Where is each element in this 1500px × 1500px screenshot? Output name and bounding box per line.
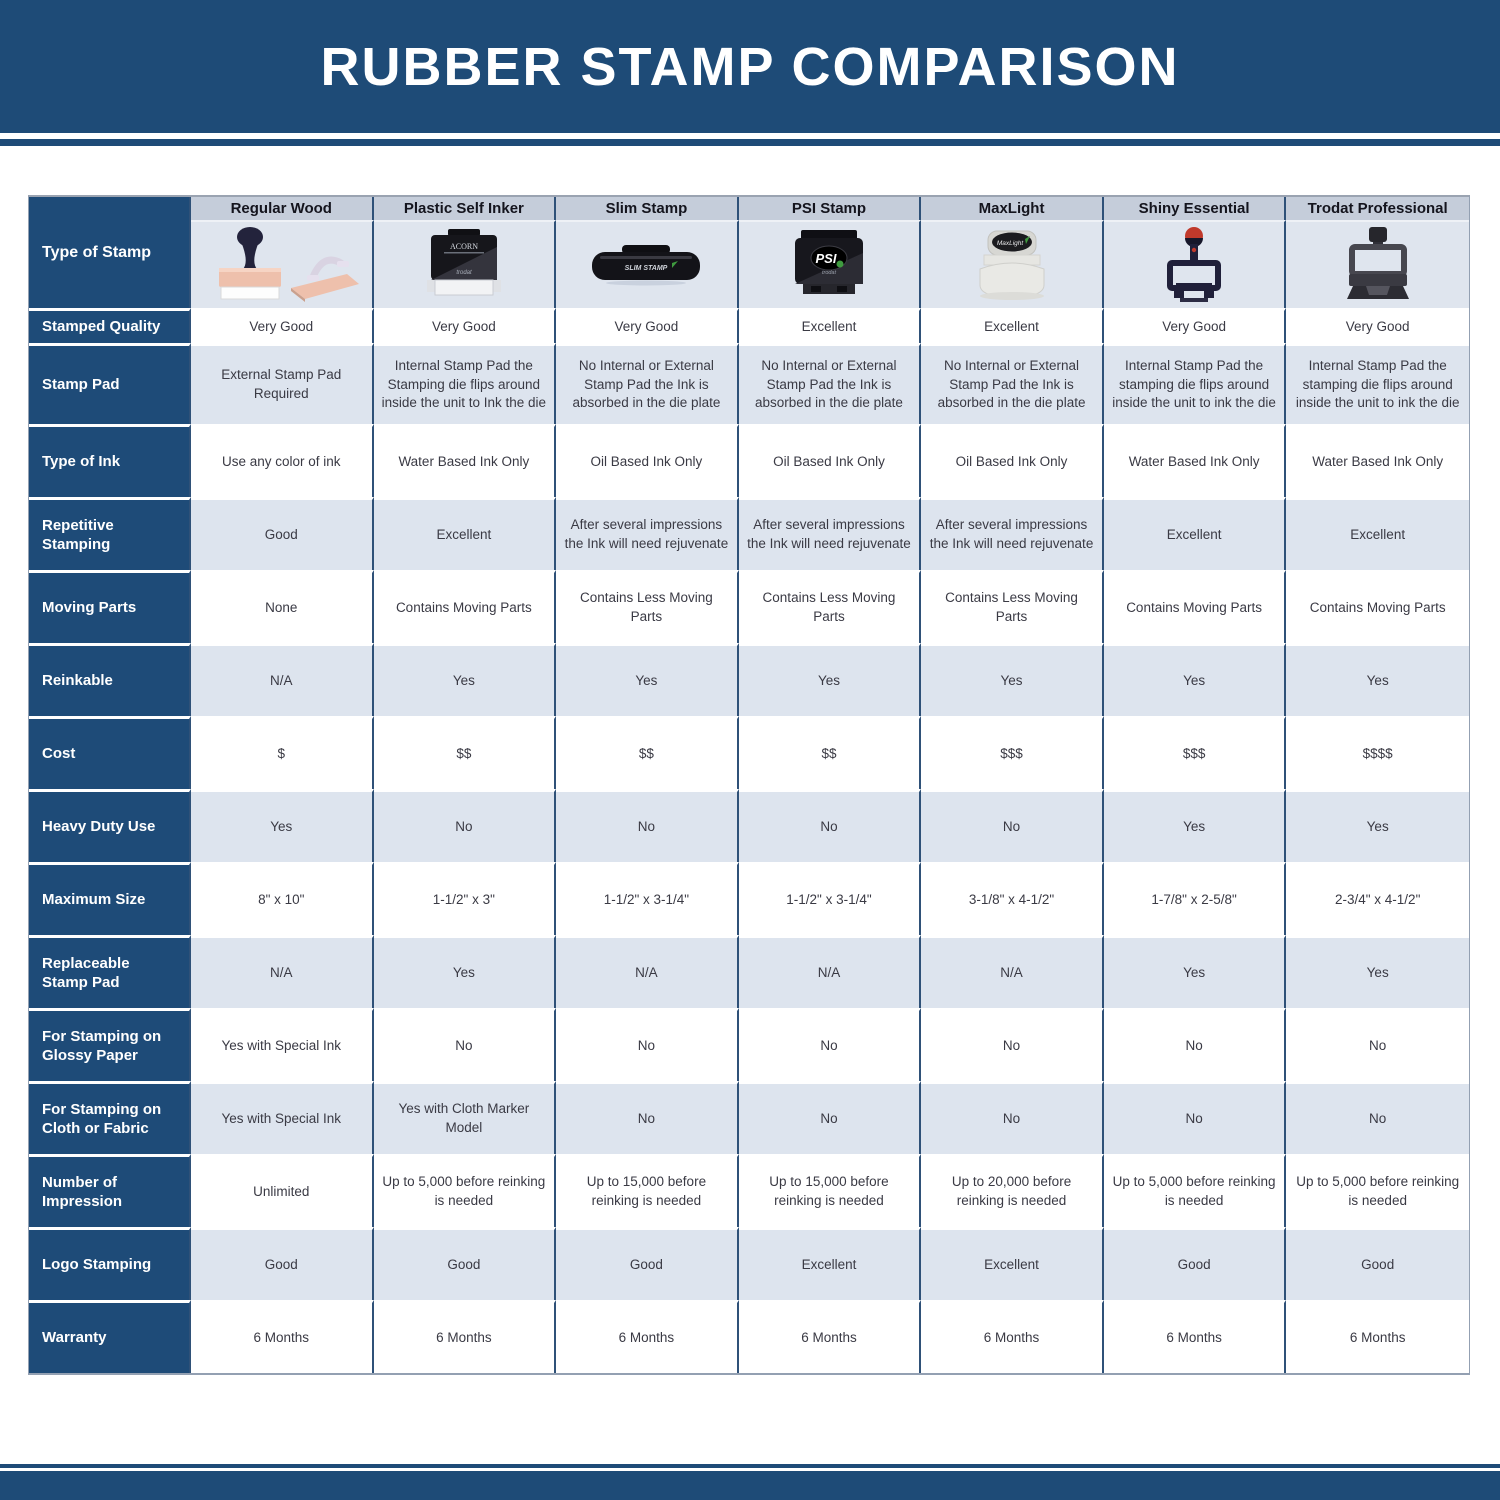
table-cell: $$$ bbox=[921, 716, 1104, 789]
trodat-professional-stamp-icon bbox=[1292, 225, 1464, 305]
table-cell: Very Good bbox=[1104, 308, 1287, 343]
svg-text:trodat: trodat bbox=[456, 270, 472, 276]
table-row bbox=[29, 935, 1469, 1008]
table-cell: No bbox=[739, 789, 922, 862]
comparison-table-container bbox=[28, 195, 1470, 1375]
table-cell: No bbox=[921, 1081, 1104, 1154]
table-cell: Up to 5,000 before reinking is needed bbox=[1104, 1154, 1287, 1227]
table-cell: No Internal or External Stamp Pad the Ink is absorbed in the die plate bbox=[556, 343, 739, 424]
maxlight-stamp-icon bbox=[926, 225, 1098, 305]
table-cell: Up to 15,000 before reinking is needed bbox=[739, 1154, 922, 1227]
maxlight-stamp-image bbox=[921, 220, 1104, 308]
table-cell: Yes bbox=[739, 643, 922, 716]
table-cell: Very Good bbox=[556, 308, 739, 343]
table-cell: $$$ bbox=[1104, 716, 1287, 789]
table-row bbox=[29, 1227, 1469, 1300]
table-cell: Excellent bbox=[921, 1227, 1104, 1300]
table-row bbox=[29, 497, 1469, 570]
page-footer bbox=[0, 1464, 1500, 1500]
table-cell: N/A bbox=[191, 643, 374, 716]
table-cell: Yes bbox=[921, 643, 1104, 716]
table-cell: Contains Moving Parts bbox=[374, 570, 557, 643]
table-cell: 3-1/8" x 4-1/2" bbox=[921, 862, 1104, 935]
svg-text:trodat: trodat bbox=[821, 270, 837, 276]
table-cell: No bbox=[556, 1081, 739, 1154]
table-cell: Contains Less Moving Parts bbox=[556, 570, 739, 643]
page-header bbox=[0, 0, 1500, 133]
table-cell: No bbox=[374, 1008, 557, 1081]
comparison-table bbox=[29, 197, 1469, 1373]
plastic-self-inker-stamp-image bbox=[374, 220, 557, 308]
table-cell: After several impressions the Ink will need rejuvenate bbox=[556, 497, 739, 570]
table-cell: Excellent bbox=[921, 308, 1104, 343]
table-cell: $$ bbox=[374, 716, 557, 789]
table-cell: 6 Months bbox=[556, 1300, 739, 1373]
table-cell: Yes bbox=[1104, 789, 1287, 862]
table-cell: No bbox=[1104, 1008, 1287, 1081]
row-label: Maximum Size bbox=[29, 862, 191, 935]
row-label: For Stamping on Glossy Paper bbox=[29, 1008, 191, 1081]
table-cell: Yes bbox=[556, 643, 739, 716]
row-label: Type of Ink bbox=[29, 424, 191, 497]
table-cell: No Internal or External Stamp Pad the Ink is absorbed in the die plate bbox=[739, 343, 922, 424]
table-row bbox=[29, 424, 1469, 497]
table-cell: Oil Based Ink Only bbox=[921, 424, 1104, 497]
table-cell: 6 Months bbox=[739, 1300, 922, 1373]
column-header-trodat-professional: Trodat Professional bbox=[1286, 197, 1469, 220]
table-cell: Good bbox=[556, 1227, 739, 1300]
table-cell: External Stamp Pad Required bbox=[191, 343, 374, 424]
row-label: Number of Impression bbox=[29, 1154, 191, 1227]
table-cell: Oil Based Ink Only bbox=[556, 424, 739, 497]
table-cell: No Internal or External Stamp Pad the Ink is absorbed in the die plate bbox=[921, 343, 1104, 424]
table-cell: No bbox=[921, 1008, 1104, 1081]
table-cell: Very Good bbox=[1286, 308, 1469, 343]
table-cell: Contains Less Moving Parts bbox=[921, 570, 1104, 643]
svg-text:MaxLight: MaxLight bbox=[996, 240, 1023, 247]
table-cell: 6 Months bbox=[191, 1300, 374, 1373]
table-cell: Up to 15,000 before reinking is needed bbox=[556, 1154, 739, 1227]
table-cell: No bbox=[1286, 1081, 1469, 1154]
row-label: Cost bbox=[29, 716, 191, 789]
table-cell: 6 Months bbox=[921, 1300, 1104, 1373]
table-cell: 1-7/8" x 2-5/8" bbox=[1104, 862, 1287, 935]
table-cell: Yes with Special Ink bbox=[191, 1008, 374, 1081]
table-cell: None bbox=[191, 570, 374, 643]
table-cell: Water Based Ink Only bbox=[1104, 424, 1287, 497]
table-cell: No bbox=[374, 789, 557, 862]
table-cell: Excellent bbox=[1286, 497, 1469, 570]
table-cell: Internal Stamp Pad the stamping die flips around inside the unit to ink the die bbox=[1286, 343, 1469, 424]
column-header-shiny-essential: Shiny Essential bbox=[1104, 197, 1287, 220]
table-cell: Yes bbox=[374, 643, 557, 716]
table-cell: After several impressions the Ink will need rejuvenate bbox=[921, 497, 1104, 570]
table-cell: Oil Based Ink Only bbox=[739, 424, 922, 497]
psi-stamp-icon bbox=[743, 225, 915, 305]
table-cell: Yes bbox=[1104, 935, 1287, 1008]
row-label: Logo Stamping bbox=[29, 1227, 191, 1300]
row-header-label: Type of Stamp bbox=[29, 197, 191, 308]
table-cell: Very Good bbox=[191, 308, 374, 343]
table-cell: Unlimited bbox=[191, 1154, 374, 1227]
table-cell: N/A bbox=[191, 935, 374, 1008]
table-cell: No bbox=[921, 789, 1104, 862]
table-cell: Contains Less Moving Parts bbox=[739, 570, 922, 643]
svg-text:PSI: PSI bbox=[815, 251, 837, 266]
table-cell: $$$$ bbox=[1286, 716, 1469, 789]
svg-text:ACORN: ACORN bbox=[449, 242, 478, 251]
table-cell: No bbox=[739, 1081, 922, 1154]
table-row bbox=[29, 570, 1469, 643]
slim-stamp-icon bbox=[560, 225, 732, 305]
table-row bbox=[29, 862, 1469, 935]
table-cell: Contains Moving Parts bbox=[1104, 570, 1287, 643]
table-row bbox=[29, 1154, 1469, 1227]
table-cell: $$ bbox=[556, 716, 739, 789]
table-cell: Excellent bbox=[739, 1227, 922, 1300]
table-cell: Water Based Ink Only bbox=[374, 424, 557, 497]
table-cell: After several impressions the Ink will need rejuvenate bbox=[739, 497, 922, 570]
table-row bbox=[29, 343, 1469, 424]
trodat-professional-stamp-image bbox=[1286, 220, 1469, 308]
table-cell: No bbox=[1286, 1008, 1469, 1081]
table-row bbox=[29, 1008, 1469, 1081]
row-label: Replaceable Stamp Pad bbox=[29, 935, 191, 1008]
table-cell: 2-3/4" x 4-1/2" bbox=[1286, 862, 1469, 935]
table-cell: Up to 5,000 before reinking is needed bbox=[374, 1154, 557, 1227]
slim-stamp-image bbox=[556, 220, 739, 308]
regular-wood-stamp-icon bbox=[195, 225, 367, 305]
column-header-slim-stamp: Slim Stamp bbox=[556, 197, 739, 220]
comparison-table-body bbox=[29, 308, 1469, 1373]
row-label: Heavy Duty Use bbox=[29, 789, 191, 862]
table-row bbox=[29, 789, 1469, 862]
table-cell: No bbox=[1104, 1081, 1287, 1154]
row-label: Stamp Pad bbox=[29, 343, 191, 424]
table-cell: 6 Months bbox=[374, 1300, 557, 1373]
table-cell: Yes bbox=[374, 935, 557, 1008]
shiny-essential-stamp-image bbox=[1104, 220, 1287, 308]
table-cell: 8" x 10" bbox=[191, 862, 374, 935]
row-label: Repetitive Stamping bbox=[29, 497, 191, 570]
table-cell: 1-1/2" x 3-1/4" bbox=[556, 862, 739, 935]
page-title: RUBBER STAMP COMPARISON bbox=[320, 36, 1180, 97]
row-label: Warranty bbox=[29, 1300, 191, 1373]
table-cell: N/A bbox=[739, 935, 922, 1008]
psi-stamp-image bbox=[739, 220, 922, 308]
header-divider bbox=[0, 139, 1500, 146]
table-cell: 1-1/2" x 3" bbox=[374, 862, 557, 935]
table-cell: Very Good bbox=[374, 308, 557, 343]
row-label: Reinkable bbox=[29, 643, 191, 716]
table-row bbox=[29, 308, 1469, 343]
table-cell: 1-1/2" x 3-1/4" bbox=[739, 862, 922, 935]
table-cell: 6 Months bbox=[1286, 1300, 1469, 1373]
table-cell: Internal Stamp Pad the Stamping die flips around inside the unit to Ink the die bbox=[374, 343, 557, 424]
table-row bbox=[29, 1300, 1469, 1373]
table-cell: Yes bbox=[1286, 935, 1469, 1008]
regular-wood-stamp-image bbox=[191, 220, 374, 308]
table-row bbox=[29, 716, 1469, 789]
table-cell: $ bbox=[191, 716, 374, 789]
table-cell: Yes bbox=[1104, 643, 1287, 716]
table-cell: Yes with Special Ink bbox=[191, 1081, 374, 1154]
table-cell: Good bbox=[191, 1227, 374, 1300]
table-cell: Up to 5,000 before reinking is needed bbox=[1286, 1154, 1469, 1227]
table-cell: Yes bbox=[1286, 789, 1469, 862]
table-cell: Water Based Ink Only bbox=[1286, 424, 1469, 497]
row-label: Stamped Quality bbox=[29, 308, 191, 343]
plastic-self-inker-stamp-icon bbox=[378, 225, 550, 305]
table-row bbox=[29, 1081, 1469, 1154]
table-cell: Good bbox=[374, 1227, 557, 1300]
row-label: For Stamping on Cloth or Fabric bbox=[29, 1081, 191, 1154]
table-cell: Contains Moving Parts bbox=[1286, 570, 1469, 643]
row-label: Moving Parts bbox=[29, 570, 191, 643]
column-header-psi-stamp: PSI Stamp bbox=[739, 197, 922, 220]
column-header-plastic-self-inker: Plastic Self Inker bbox=[374, 197, 557, 220]
table-cell: N/A bbox=[921, 935, 1104, 1008]
table-cell: Yes bbox=[191, 789, 374, 862]
column-header-row bbox=[29, 197, 1469, 220]
table-cell: No bbox=[556, 1008, 739, 1081]
stamp-image-row bbox=[29, 220, 1469, 308]
table-cell: Up to 20,000 before reinking is needed bbox=[921, 1154, 1104, 1227]
table-cell: Internal Stamp Pad the stamping die flips around inside the unit to ink the die bbox=[1104, 343, 1287, 424]
footer-band bbox=[0, 1471, 1500, 1500]
table-cell: No bbox=[556, 789, 739, 862]
table-cell: Yes bbox=[1286, 643, 1469, 716]
table-cell: N/A bbox=[556, 935, 739, 1008]
column-header-maxlight: MaxLight bbox=[921, 197, 1104, 220]
table-cell: $$ bbox=[739, 716, 922, 789]
shiny-essential-stamp-icon bbox=[1108, 225, 1280, 305]
table-cell: Excellent bbox=[739, 308, 922, 343]
footer-divider bbox=[0, 1464, 1500, 1468]
table-row bbox=[29, 643, 1469, 716]
table-cell: No bbox=[739, 1008, 922, 1081]
column-header-regular-wood: Regular Wood bbox=[191, 197, 374, 220]
table-cell: Good bbox=[1286, 1227, 1469, 1300]
svg-text:SLIM STAMP: SLIM STAMP bbox=[625, 265, 668, 272]
table-cell: Good bbox=[1104, 1227, 1287, 1300]
table-cell: Excellent bbox=[1104, 497, 1287, 570]
table-cell: Excellent bbox=[374, 497, 557, 570]
table-cell: 6 Months bbox=[1104, 1300, 1287, 1373]
table-cell: Use any color of ink bbox=[191, 424, 374, 497]
table-cell: Yes with Cloth Marker Model bbox=[374, 1081, 557, 1154]
table-cell: Good bbox=[191, 497, 374, 570]
